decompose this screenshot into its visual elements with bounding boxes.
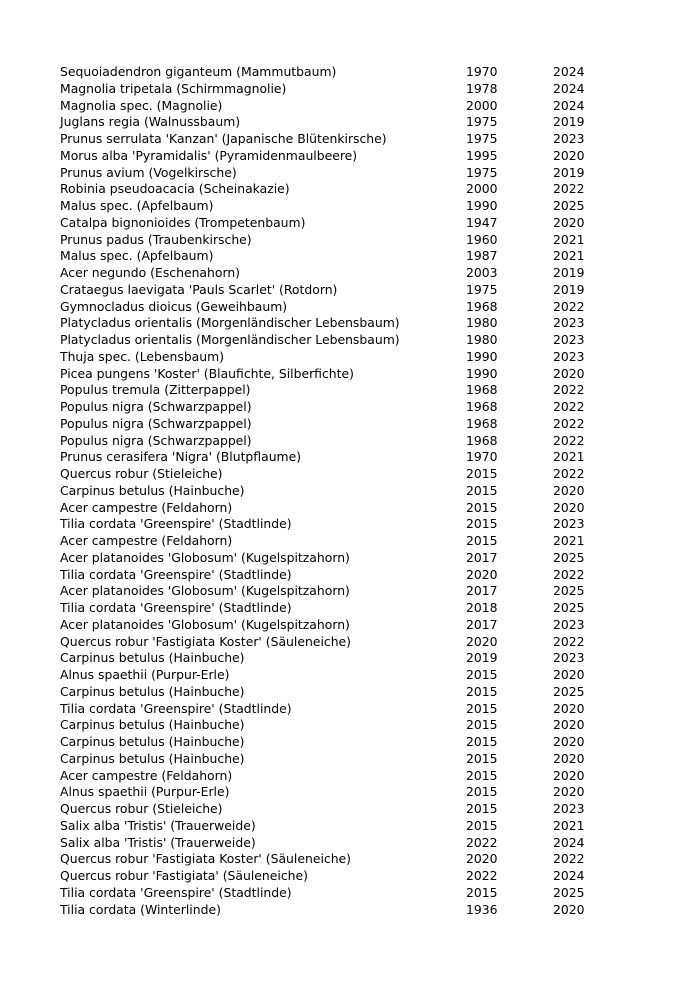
table-row (60, 550, 613, 567)
tree-table (60, 64, 613, 918)
year-planted: 1995 (466, 147, 498, 163)
year-recorded: 2025 (553, 683, 585, 699)
year-recorded: 2024 (553, 64, 585, 79)
year-recorded: 2021 (553, 231, 585, 247)
tree-name: Tilia cordata (Winterlinde) (60, 901, 221, 917)
tree-name: Populus tremula (Zitterpappel) (60, 382, 251, 398)
table-row (60, 751, 613, 768)
year-recorded: 2022 (553, 298, 585, 314)
table-row (60, 433, 613, 450)
tree-name: Juglans regia (Walnussbaum) (60, 114, 241, 130)
year-planted: 2015 (466, 466, 498, 481)
tree-name: Carpinus betulus (Hainbuche) (60, 482, 245, 498)
year-recorded: 2022 (553, 415, 585, 431)
year-recorded: 2020 (553, 734, 585, 749)
tree-name: Tilia cordata 'Greenspire' (Stadtlinde) (60, 516, 292, 532)
table-row (60, 583, 613, 600)
table-row (60, 215, 613, 232)
tree-name: Alnus spaethii (Purpur-Erle) (60, 667, 230, 682)
table-row (60, 416, 613, 433)
year-planted: 1980 (466, 315, 498, 331)
year-planted: 1978 (466, 80, 498, 96)
tree-name: Platycladus orientalis (Morgenländischer Lebensbaum) (60, 332, 400, 347)
tree-name: Carpinus betulus (Hainbuche) (60, 683, 245, 699)
year-planted: 2000 (466, 97, 498, 113)
year-planted: 2015 (466, 801, 498, 816)
year-planted: 2015 (466, 516, 498, 532)
year-planted: 2022 (466, 834, 498, 850)
year-planted: 1970 (466, 64, 498, 79)
year-planted: 2015 (466, 482, 498, 498)
table-row (60, 81, 613, 98)
table-row (60, 701, 613, 718)
year-planted: 2015 (466, 767, 498, 783)
year-recorded: 2022 (553, 566, 585, 582)
year-planted: 2020 (466, 566, 498, 582)
year-recorded: 2022 (553, 399, 585, 414)
year-planted: 2015 (466, 683, 498, 699)
tree-name: Platycladus orientalis (Morgenländischer Lebensbaum) (60, 315, 400, 331)
table-row (60, 248, 613, 265)
year-planted: 2019 (466, 650, 498, 666)
tree-name: Carpinus betulus (Hainbuche) (60, 717, 245, 733)
tree-name: Magnolia tripetala (Schirmmagnolie) (60, 80, 287, 96)
year-planted: 2017 (466, 616, 498, 632)
tree-name: Populus nigra (Schwarzpappel) (60, 399, 252, 414)
table-row (60, 516, 613, 533)
year-recorded: 2025 (553, 884, 585, 900)
year-planted: 1968 (466, 399, 498, 414)
year-recorded: 2023 (553, 332, 585, 347)
table-row (60, 667, 613, 684)
table-row (60, 734, 613, 751)
year-planted: 1990 (466, 198, 498, 213)
tree-name: Acer campestre (Feldahorn) (60, 499, 233, 515)
tree-name: Populus nigra (Schwarzpappel) (60, 432, 252, 448)
year-recorded: 2022 (553, 851, 585, 867)
year-recorded: 2023 (553, 315, 585, 331)
tree-name: Gymnocladus dioicus (Geweihbaum) (60, 298, 288, 314)
tree-name: Morus alba 'Pyramidalis' (Pyramidenmaulbeere) (60, 147, 358, 163)
year-planted: 2022 (466, 868, 498, 883)
tree-name: Sequoiadendron giganteum (Mammutbaum) (60, 64, 337, 79)
year-recorded: 2022 (553, 181, 585, 197)
year-recorded: 2020 (553, 667, 585, 682)
year-planted: 2000 (466, 181, 498, 197)
table-row (60, 114, 613, 131)
tree-name: Malus spec. (Apfelbaum) (60, 198, 214, 213)
year-planted: 2015 (466, 667, 498, 682)
tree-name: Magnolia spec. (Magnolie) (60, 97, 223, 113)
tree-name: Salix alba 'Tristis' (Trauerweide) (60, 817, 256, 833)
table-row (60, 399, 613, 416)
tree-name: Acer platanoides 'Globosum' (Kugelspitzahorn) (60, 549, 350, 565)
table-row (60, 483, 613, 500)
table-row (60, 148, 613, 165)
tree-name: Salix alba 'Tristis' (Trauerweide) (60, 834, 256, 850)
table-row (60, 634, 613, 651)
table-row (60, 332, 613, 349)
tree-name: Acer campestre (Feldahorn) (60, 533, 233, 548)
tree-name: Acer negundo (Eschenahorn) (60, 265, 241, 280)
year-planted: 2015 (466, 700, 498, 716)
table-row (60, 232, 613, 249)
tree-name: Crataegus laevigata 'Pauls Scarlet' (Rotdorn) (60, 281, 338, 297)
year-recorded: 2020 (553, 499, 585, 515)
table-row (60, 868, 613, 885)
table-row (60, 299, 613, 316)
year-recorded: 2021 (553, 248, 585, 264)
table-row (60, 366, 613, 383)
year-planted: 2015 (466, 817, 498, 833)
table-row (60, 684, 613, 701)
table-row (60, 801, 613, 818)
year-recorded: 2020 (553, 750, 585, 766)
year-recorded: 2024 (553, 834, 585, 850)
year-planted: 1990 (466, 348, 498, 364)
year-recorded: 2020 (553, 214, 585, 230)
tree-table-body (60, 64, 613, 918)
year-recorded: 2019 (553, 164, 585, 180)
year-planted: 2015 (466, 499, 498, 515)
tree-name: Robinia pseudoacacia (Scheinakazie) (60, 181, 290, 197)
tree-name: Prunus cerasifera 'Nigra' (Blutpflaume) (60, 449, 302, 465)
tree-name: Tilia cordata 'Greenspire' (Stadtlinde) (60, 884, 292, 900)
tree-name: Acer platanoides 'Globosum' (Kugelspitzahorn) (60, 583, 350, 599)
tree-name: Quercus robur (Stieleiche) (60, 466, 223, 481)
year-recorded: 2023 (553, 348, 585, 364)
year-planted: 1968 (466, 415, 498, 431)
tree-name: Tilia cordata 'Greenspire' (Stadtlinde) (60, 600, 292, 615)
year-recorded: 2020 (553, 784, 585, 800)
tree-name: Carpinus betulus (Hainbuche) (60, 750, 245, 766)
year-recorded: 2023 (553, 650, 585, 666)
year-recorded: 2024 (553, 97, 585, 113)
tree-name: Quercus robur (Stieleiche) (60, 801, 223, 816)
table-row (60, 617, 613, 634)
tree-name: Alnus spaethii (Purpur-Erle) (60, 784, 230, 800)
year-planted: 1975 (466, 131, 498, 146)
year-recorded: 2023 (553, 516, 585, 532)
year-planted: 2015 (466, 884, 498, 900)
year-recorded: 2021 (553, 533, 585, 548)
table-row (60, 449, 613, 466)
table-row (60, 851, 613, 868)
year-recorded: 2025 (553, 600, 585, 615)
table-row (60, 382, 613, 399)
table-row (60, 650, 613, 667)
year-planted: 1975 (466, 281, 498, 297)
tree-name: Carpinus betulus (Hainbuche) (60, 734, 245, 749)
tree-name: Prunus serrulata 'Kanzan' (Japanische Blütenkirsche) (60, 131, 387, 146)
tree-name: Quercus robur 'Fastigiata Koster' (Säuleneiche) (60, 851, 352, 867)
year-recorded: 2019 (553, 281, 585, 297)
year-recorded: 2020 (553, 482, 585, 498)
year-recorded: 2019 (553, 114, 585, 130)
table-row (60, 567, 613, 584)
year-planted: 1980 (466, 332, 498, 347)
table-row (60, 717, 613, 734)
year-planted: 1968 (466, 298, 498, 314)
tree-name: Tilia cordata 'Greenspire' (Stadtlinde) (60, 700, 292, 716)
table-row (60, 902, 613, 919)
year-recorded: 2024 (553, 80, 585, 96)
year-recorded: 2020 (553, 365, 585, 381)
tree-name: Thuja spec. (Lebensbaum) (60, 348, 225, 364)
table-row (60, 885, 613, 902)
year-planted: 2015 (466, 717, 498, 733)
year-recorded: 2020 (553, 147, 585, 163)
year-planted: 1947 (466, 214, 498, 230)
year-planted: 2020 (466, 851, 498, 867)
table-row (60, 835, 613, 852)
year-planted: 2020 (466, 633, 498, 649)
year-recorded: 2025 (553, 198, 585, 213)
year-planted: 2017 (466, 549, 498, 565)
year-planted: 2015 (466, 750, 498, 766)
tree-name: Quercus robur 'Fastigiata Koster' (Säuleneiche) (60, 633, 352, 649)
year-recorded: 2025 (553, 549, 585, 565)
year-recorded: 2022 (553, 633, 585, 649)
year-recorded: 2021 (553, 817, 585, 833)
tree-name: Malus spec. (Apfelbaum) (60, 248, 214, 264)
table-row (60, 818, 613, 835)
year-planted: 1975 (466, 114, 498, 130)
year-planted: 1990 (466, 365, 498, 381)
table-row (60, 349, 613, 366)
year-recorded: 2020 (553, 717, 585, 733)
table-row (60, 466, 613, 483)
tree-name: Populus nigra (Schwarzpappel) (60, 415, 252, 431)
year-recorded: 2022 (553, 466, 585, 481)
tree-name: Quercus robur 'Fastigiata' (Säuleneiche) (60, 868, 308, 883)
table-row (60, 265, 613, 282)
tree-name: Picea pungens 'Koster' (Blaufichte, Silberfichte) (60, 365, 354, 381)
tree-name: Catalpa bignonioides (Trompetenbaum) (60, 214, 306, 230)
year-recorded: 2025 (553, 583, 585, 599)
year-planted: 1968 (466, 432, 498, 448)
table-row (60, 165, 613, 182)
table-row (60, 600, 613, 617)
table-row (60, 533, 613, 550)
year-planted: 2018 (466, 600, 498, 615)
year-recorded: 2023 (553, 131, 585, 146)
year-recorded: 2022 (553, 432, 585, 448)
table-row (60, 784, 613, 801)
table-row (60, 282, 613, 299)
year-recorded: 2023 (553, 801, 585, 816)
table-row (60, 768, 613, 785)
table-row (60, 315, 613, 332)
table-row (60, 500, 613, 517)
year-planted: 2015 (466, 533, 498, 548)
year-planted: 1970 (466, 449, 498, 465)
year-recorded: 2021 (553, 449, 585, 465)
year-planted: 2015 (466, 734, 498, 749)
year-recorded: 2019 (553, 265, 585, 280)
tree-name: Tilia cordata 'Greenspire' (Stadtlinde) (60, 566, 292, 582)
table-row (60, 181, 613, 198)
year-planted: 2003 (466, 265, 498, 280)
year-planted: 2015 (466, 784, 498, 800)
year-recorded: 2020 (553, 901, 585, 917)
year-planted: 1936 (466, 901, 498, 917)
year-recorded: 2022 (553, 382, 585, 398)
year-recorded: 2020 (553, 767, 585, 783)
year-planted: 1960 (466, 231, 498, 247)
year-planted: 1975 (466, 164, 498, 180)
tree-name: Prunus avium (Vogelkirsche) (60, 164, 237, 180)
table-row (60, 98, 613, 115)
table-row (60, 64, 613, 81)
tree-name: Acer campestre (Feldahorn) (60, 767, 233, 783)
year-recorded: 2020 (553, 700, 585, 716)
year-planted: 1968 (466, 382, 498, 398)
table-row (60, 198, 613, 215)
year-recorded: 2023 (553, 616, 585, 632)
tree-name: Acer platanoides 'Globosum' (Kugelspitzahorn) (60, 616, 350, 632)
table-row (60, 131, 613, 148)
tree-name: Carpinus betulus (Hainbuche) (60, 650, 245, 666)
year-planted: 1987 (466, 248, 498, 264)
year-recorded: 2024 (553, 868, 585, 883)
year-planted: 2017 (466, 583, 498, 599)
tree-name: Prunus padus (Traubenkirsche) (60, 231, 252, 247)
